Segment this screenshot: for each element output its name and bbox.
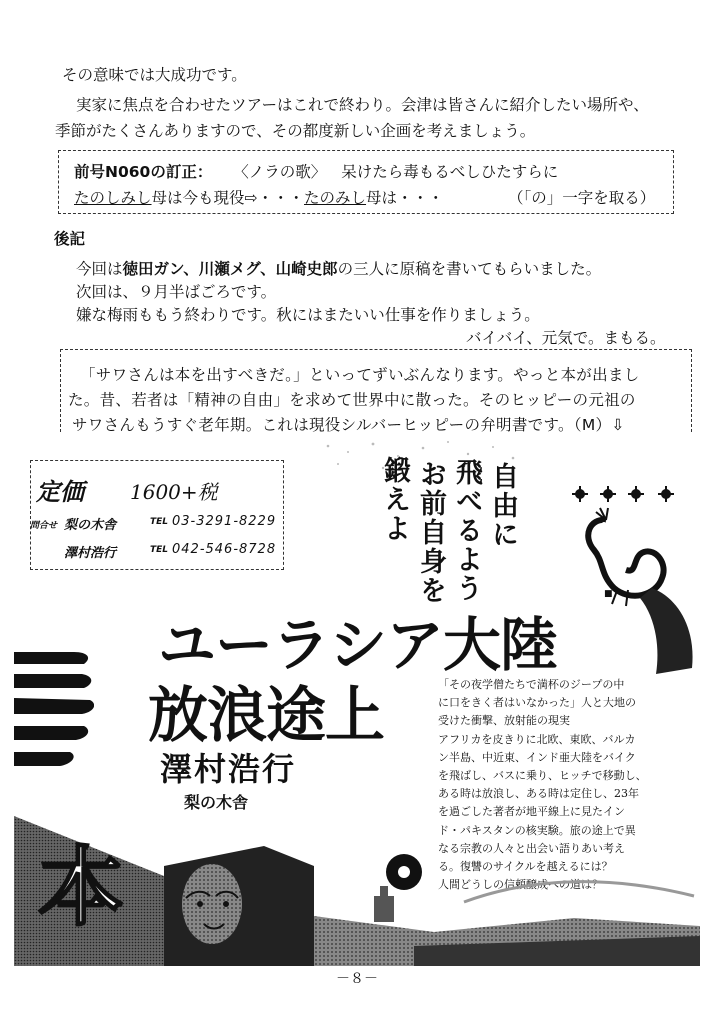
top-line-3: 季節がたくさんありますので、その都度新しい企画を考えましょう。 — [55, 122, 536, 140]
afterword-line-1b: の三人に原稿を書いてもらいました。 — [337, 260, 602, 278]
publisher-name: 梨の木舎 — [64, 518, 117, 533]
blurb-line: なる宗教の人々と出会い語りあい考え — [438, 841, 625, 855]
book-title-line-1: ユーラシア大陸 — [158, 611, 558, 679]
top-line-2: 実家に焦点を合わせたツアーはこれで終わり。会津は皆さんに紹介したい場所や、 — [76, 96, 649, 114]
afterword-line-3: 嫌な梅雨ももう終わりです。秋にはまたいい仕事を作りましょう。 — [76, 306, 540, 324]
contributor-names: 徳田ガン、川瀬メグ、山崎史郎 — [122, 260, 338, 278]
price-label: 定価 — [36, 477, 84, 506]
correction-label: 前号N060の訂正： — [74, 163, 213, 181]
blurb-line: 人間どうしの信頼醸成への道は？ — [438, 878, 603, 892]
correction-tail: 母は・・・ — [366, 189, 444, 207]
tagline-col-4: 鍛えよ — [379, 456, 410, 543]
poem-title: 〈ノラの歌〉 — [233, 163, 327, 181]
correction-line-1 — [74, 160, 558, 182]
correction-note: （「の」一字を取る） — [508, 189, 656, 207]
afterword-line-1 — [76, 257, 601, 279]
book-title-line-2: 放浪途上 — [148, 681, 384, 751]
author-tel: 042-546-8728 — [172, 542, 277, 557]
blurb-line: 受けた衝撃、放射能の現実 — [438, 714, 570, 728]
book-big-character: 本 — [38, 837, 124, 938]
afterword-sign: バイバイ、元気で。まもる。 — [466, 329, 666, 347]
blurb-line: る。復讐のサイクルを越えるには？ — [438, 860, 613, 874]
tagline-col-1: 自由に — [487, 462, 518, 549]
top-line-1: その意味では大成功です。 — [62, 66, 247, 84]
blurb-line: 「その夜学僧たちで満杯のジープの中 — [438, 678, 625, 691]
right-word: たのみし — [304, 189, 367, 207]
note-line-3: サワさんもうすぐ老年期。これは現役シルバーヒッピーの弁明書です。（M）⇩ — [72, 416, 625, 434]
correction-mid: 母は今も現役⇨・・・ — [151, 189, 305, 207]
afterword-line-1a: 今回は — [76, 260, 123, 278]
blurb-line: ン半島、中近東、インド亜大陸をバイク — [438, 750, 636, 764]
author-tel-label: TEL — [150, 545, 169, 555]
blurb-line: ド・パキスタンの核実験。旅の途上で異 — [438, 823, 636, 837]
blurb-line: に口をきく者はいなかった」人と大地の — [438, 696, 636, 710]
page-number: －８－ — [336, 971, 378, 987]
blurb-line: を飛ばし、バスに乗り、ヒッチで移動し、 — [438, 769, 647, 783]
publisher-tel: 03-3291-8229 — [172, 514, 277, 529]
book-publisher: 梨の木舎 — [184, 793, 249, 812]
stripe-ornament — [14, 648, 94, 778]
peacock-illustration — [560, 478, 700, 678]
price-value: 1600+税 — [130, 480, 218, 504]
afterword-line-2: 次回は、９月半ばごろです。 — [76, 283, 277, 301]
book-author: 澤村浩行 — [160, 750, 297, 788]
tagline-col-2: 飛べるよう — [451, 458, 482, 603]
tagline-col-3: お前自身を — [415, 460, 446, 605]
note-line-2: た。昔、若者は「精神の自由」を求めて世界中に散った。そのヒッピーの元祖の — [68, 391, 636, 409]
blurb-line: ある時は放浪し、ある時は定住し、23年 — [438, 787, 639, 801]
blurb-line: を過ごした著者が地平線上に見たイン — [438, 805, 625, 819]
note-line-1: 「サワさんは本を出すべきだ。」といってずいぶんなります。やっと本が出まし — [80, 366, 640, 384]
blurb-line: アフリカを皮きりに北欧、東欧、バルカ — [438, 732, 636, 746]
contact-label: 問合せ — [30, 521, 58, 531]
poem-text: 呆けたら毒もるべしひたすらに — [341, 163, 559, 181]
afterword-heading: 後記 — [54, 230, 86, 248]
author-contact-name: 澤村浩行 — [64, 546, 117, 561]
peacock-caption-glyph: ■ — [604, 589, 613, 599]
publisher-tel-label: TEL — [150, 517, 169, 527]
correction-line-2 — [74, 186, 444, 208]
wrong-word: たのしみし — [74, 189, 152, 207]
